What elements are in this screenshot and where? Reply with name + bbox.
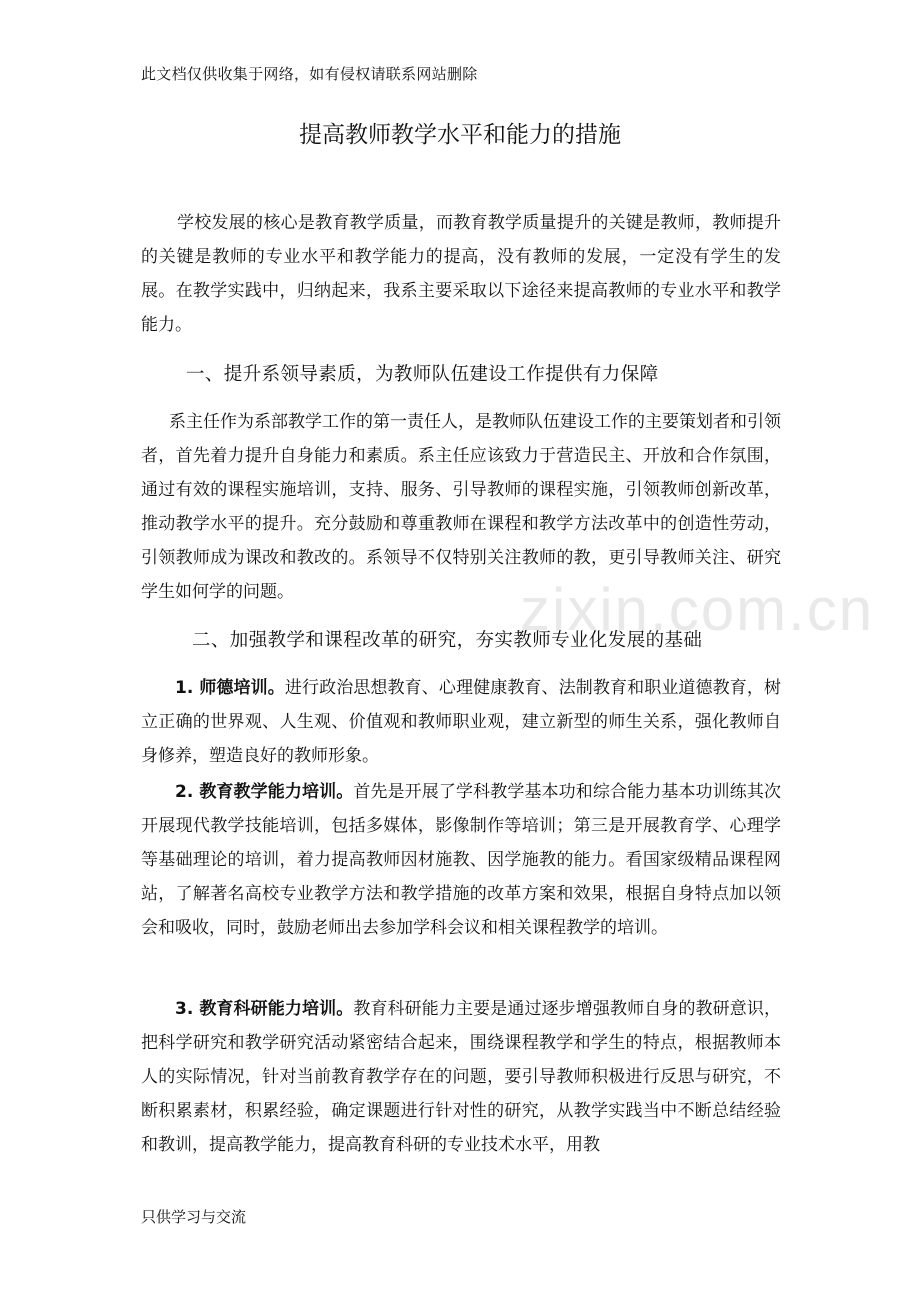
item-1-paragraph	[141, 671, 781, 773]
item-3-text: 教育科研能力主要是通过逐步增强教师自身的教研意识，把科学研究和教学研究活动紧密结合起来，围绕课程教学和学生的特点，根据教师本人的实际情况，针对当前教育教学存在的问题，要引导教师积极进行反思与研究，不断积累素材，积累经验，确定课题进行针对性的研究，从教学实践当中不断总结经验和教训，提高教学能力，提高教育科研的专业技术水平，用教	[141, 999, 781, 1155]
item-3-paragraph	[141, 992, 781, 1162]
section-1-heading: 一、提升系领导素质，为教师队伍建设工作提供有力保障	[186, 364, 659, 385]
item-2-lead: 2. 教育教学能力培训。	[175, 782, 354, 802]
header-disclaimer: 此文档仅供收集于网络，如有侵权请联系网站删除	[141, 65, 478, 83]
watermark: zixin.com.cn	[520, 576, 875, 643]
document-title: 提高教师教学水平和能力的措施	[299, 122, 621, 148]
footer-note: 只供学习与交流	[141, 1208, 247, 1226]
item-2-paragraph	[141, 775, 781, 945]
item-1-lead: 1. 师德培训。	[175, 678, 285, 698]
item-1-text: 进行政治思想教育、心理健康教育、法制教育和职业道德教育，树立正确的世界观、人生观、价值观和教师职业观，建立新型的师生关系，强化教师自身修养，塑造良好的教师形象。	[141, 678, 781, 766]
section-2-heading: 二、加强教学和课程改革的研究，夯实教师专业化发展的基础	[192, 630, 703, 651]
item-3-lead: 3. 教育科研能力培训。	[175, 999, 354, 1019]
intro-paragraph: 学校发展的核心是教育教学质量，而教育教学质量提升的关键是教师，教师提升的关键是教师的专业水平和教学能力的提高，没有教师的发展，一定没有学生的发展。在教学实践中，归纳起来，我系主要采取以下途径来提高教师的专业水平和教学能力。	[141, 213, 781, 335]
section-1-paragraph: 系主任作为系部教学工作的第一责任人，是教师队伍建设工作的主要策划者和引领者，首先着力提升自身能力和素质。系主任应该致力于营造民主、开放和合作氛围，通过有效的课程实施培训，支持、服务、引导教师的课程实施，引领教师创新改革，推动教学水平的提升。充分鼓励和尊重教师在课程和教学方法改革中的创造性劳动，引领教师成为课改和教改的。系领导不仅特别关注教师的教，更引导教师关注、研究学生如何学的问题。	[141, 412, 781, 602]
item-2-text: 首先是开展了学科教学基本功和综合能力基本功训练其次开展现代教学技能培训，包括多媒体，影像制作等培训；第三是开展教育学、心理学等基础理论的培训，着力提高教师因材施教、因学施教的能力。看国家级精品课程网站，了解著名高校专业教学方法和教学措施的改革方案和效果，根据自身特点加以领会和吸收，同时，鼓励老师出去参加学科会议和相关课程教学的培训。	[141, 782, 781, 938]
